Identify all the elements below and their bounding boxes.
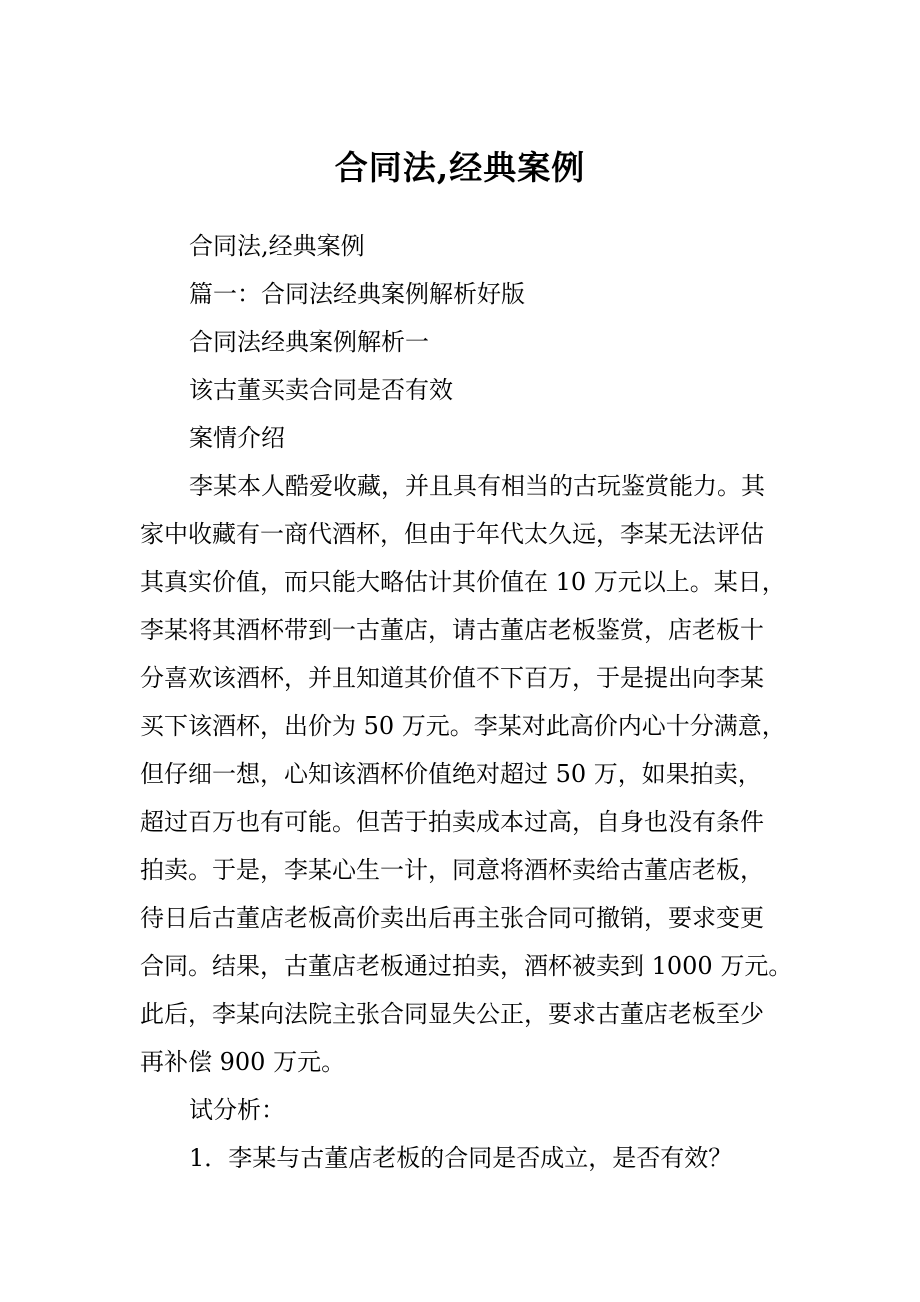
- case-body-line: 分喜欢该酒杯，并且知道其价值不下百万，于是提出向李某: [140, 664, 764, 692]
- case-body-line: 李某本人酷爱收藏，并且具有相当的古玩鉴赏能力。其: [189, 472, 765, 500]
- case-body-line: 李某将其酒杯带到一古董店，请古董店老板鉴赏，店老板十: [140, 616, 764, 644]
- paragraph-subtitle: 合同法,经典案例: [189, 232, 365, 260]
- document-title: 合同法,经典案例: [334, 148, 586, 187]
- case-body-line: 但仔细一想，心知该酒杯价值绝对超过 50 万，如果拍卖，: [140, 760, 762, 788]
- case-body-line: 拍卖。于是，李某心生一计，同意将酒杯卖给古董店老板，: [140, 856, 764, 884]
- paragraph-case-question: 该古董买卖合同是否有效: [189, 376, 453, 404]
- case-body-line: 再补偿 900 万元。: [140, 1048, 346, 1076]
- case-body-line: 合同。结果，古董店老板通过拍卖，酒杯被卖到 1000 万元。: [140, 952, 793, 980]
- case-body-line: 家中收藏有一商代酒杯，但由于年代太久远，李某无法评估: [140, 520, 764, 548]
- case-body-line: 此后，李某向法院主张合同显失公正，要求古董店老板至少: [140, 1000, 764, 1028]
- case-body-line: 其真实价值，而只能大略估计其价值在 10 万元以上。某日，: [140, 568, 786, 596]
- paragraph-section-heading: 合同法经典案例解析一: [189, 328, 429, 356]
- case-body-line: 买下该酒杯，出价为 50 万元。李某对此高价内心十分满意，: [140, 712, 786, 740]
- paragraph-chapter-heading: 篇一：合同法经典案例解析好版: [189, 280, 525, 308]
- case-body-line: 超过百万也有可能。但苦于拍卖成本过高，自身也没有条件: [140, 808, 764, 836]
- question-item: 1．李某与古董店老板的合同是否成立，是否有效？: [189, 1144, 733, 1172]
- case-body-line: 待日后古董店老板高价卖出后再主张合同可撤销，要求变更: [140, 904, 764, 932]
- analysis-heading: 试分析：: [189, 1096, 285, 1124]
- paragraph-case-intro-heading: 案情介绍: [189, 424, 285, 452]
